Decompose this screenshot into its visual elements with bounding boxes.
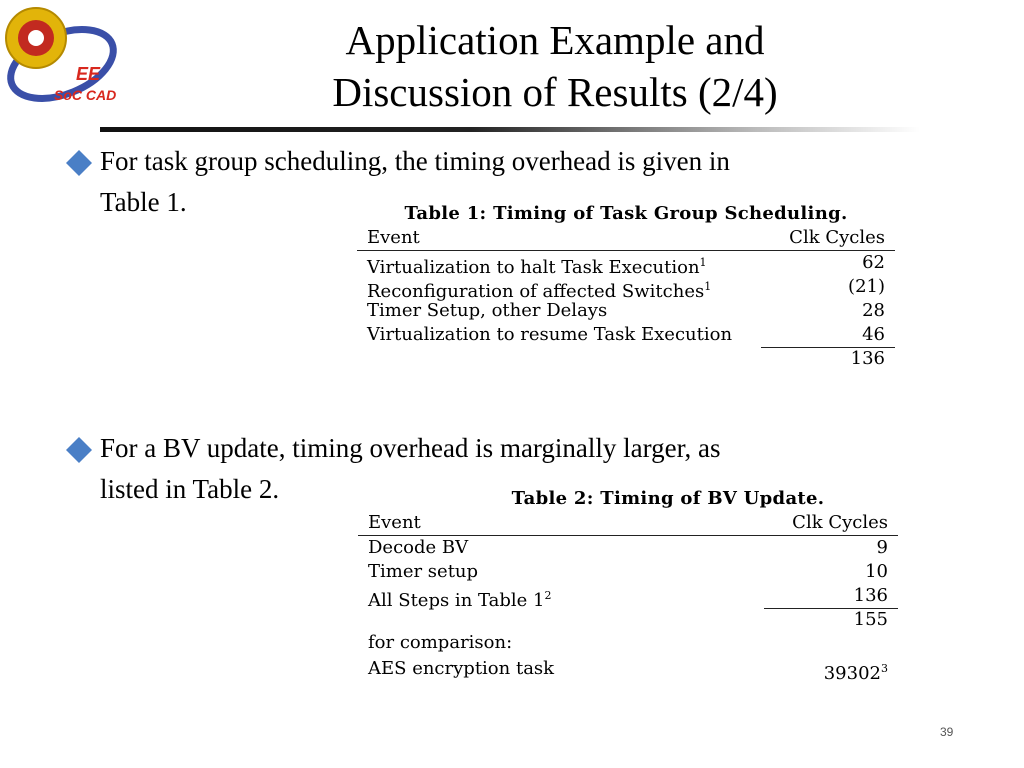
table-1-header <box>357 226 895 251</box>
university-logo <box>2 2 122 106</box>
table-row <box>357 251 895 278</box>
diamond-bullet-icon <box>66 150 92 176</box>
table-2-total: 155 <box>764 608 898 631</box>
table-2-caption: Table 2: Timing of BV Update. <box>511 488 825 509</box>
table-2-header-event: Event <box>368 512 421 533</box>
table-cell-cycles: 46 <box>862 324 885 345</box>
table-row <box>357 323 895 347</box>
table-cell-cycles: 62 <box>862 252 885 273</box>
table-cell-event: Virtualization to halt Task Execution <box>367 257 700 278</box>
comparison-label: for comparison: <box>368 632 513 653</box>
diamond-bullet-icon <box>66 437 92 463</box>
footnote-mark: 1 <box>704 280 712 293</box>
footnote-mark: 1 <box>699 256 707 269</box>
table-row <box>358 560 898 584</box>
table-1-header-cycles: Clk Cycles <box>789 227 885 248</box>
table-row <box>357 299 895 323</box>
table-cell-cycles: 136 <box>853 585 888 606</box>
table-cell-cycles: 39302 <box>823 663 881 684</box>
table-cell-event: AES encryption task <box>368 658 555 679</box>
table-1 <box>357 203 895 370</box>
table-cell-event: Timer Setup, other Delays <box>367 300 608 321</box>
table-cell-event: Virtualization to resume Task Execution <box>367 324 733 345</box>
slide-title <box>220 14 890 118</box>
table-cell-cycles: (21) <box>848 276 885 297</box>
table-cell-event: All Steps in Table 1 <box>368 590 545 611</box>
logo-soc-text: SoC CAD <box>54 87 117 103</box>
bullet-1-line-2: Table 1. <box>100 187 187 217</box>
table-row <box>358 536 898 560</box>
table-cell-cycles: 9 <box>876 537 888 558</box>
table-cell-event: Timer setup <box>368 561 479 582</box>
table-cell-cycles: 28 <box>862 300 885 321</box>
logo-ee-text: EE <box>76 64 101 84</box>
footnote-mark: 2 <box>544 589 552 602</box>
table-cell-cycles: 10 <box>865 561 888 582</box>
table-2-header <box>358 511 898 536</box>
bullet-2-line-1: For a BV update, timing overhead is marginally larger, as <box>100 433 721 463</box>
page-number: 39 <box>940 725 954 739</box>
bullet-2-line-2: listed in Table 2. <box>100 474 280 504</box>
table-1-total: 136 <box>761 347 895 370</box>
table-1-header-event: Event <box>367 227 420 248</box>
comparison-label-row <box>358 631 898 655</box>
table-2 <box>358 488 898 684</box>
title-divider <box>100 127 920 132</box>
title-line-1: Application Example and <box>345 17 765 63</box>
table-row <box>357 275 895 302</box>
bullet-1-line-1: For task group scheduling, the timing overhead is given in <box>100 146 730 176</box>
table-cell-event: Decode BV <box>368 537 469 558</box>
table-row <box>358 657 898 684</box>
table-cell-event: Reconfiguration of affected Switches <box>367 281 705 302</box>
table-1-caption: Table 1: Timing of Task Group Scheduling. <box>404 203 848 224</box>
title-line-2: Discussion of Results (2/4) <box>332 69 778 115</box>
table-2-header-cycles: Clk Cycles <box>792 512 888 533</box>
footnote-mark: 3 <box>881 662 888 675</box>
table-row <box>358 584 898 611</box>
